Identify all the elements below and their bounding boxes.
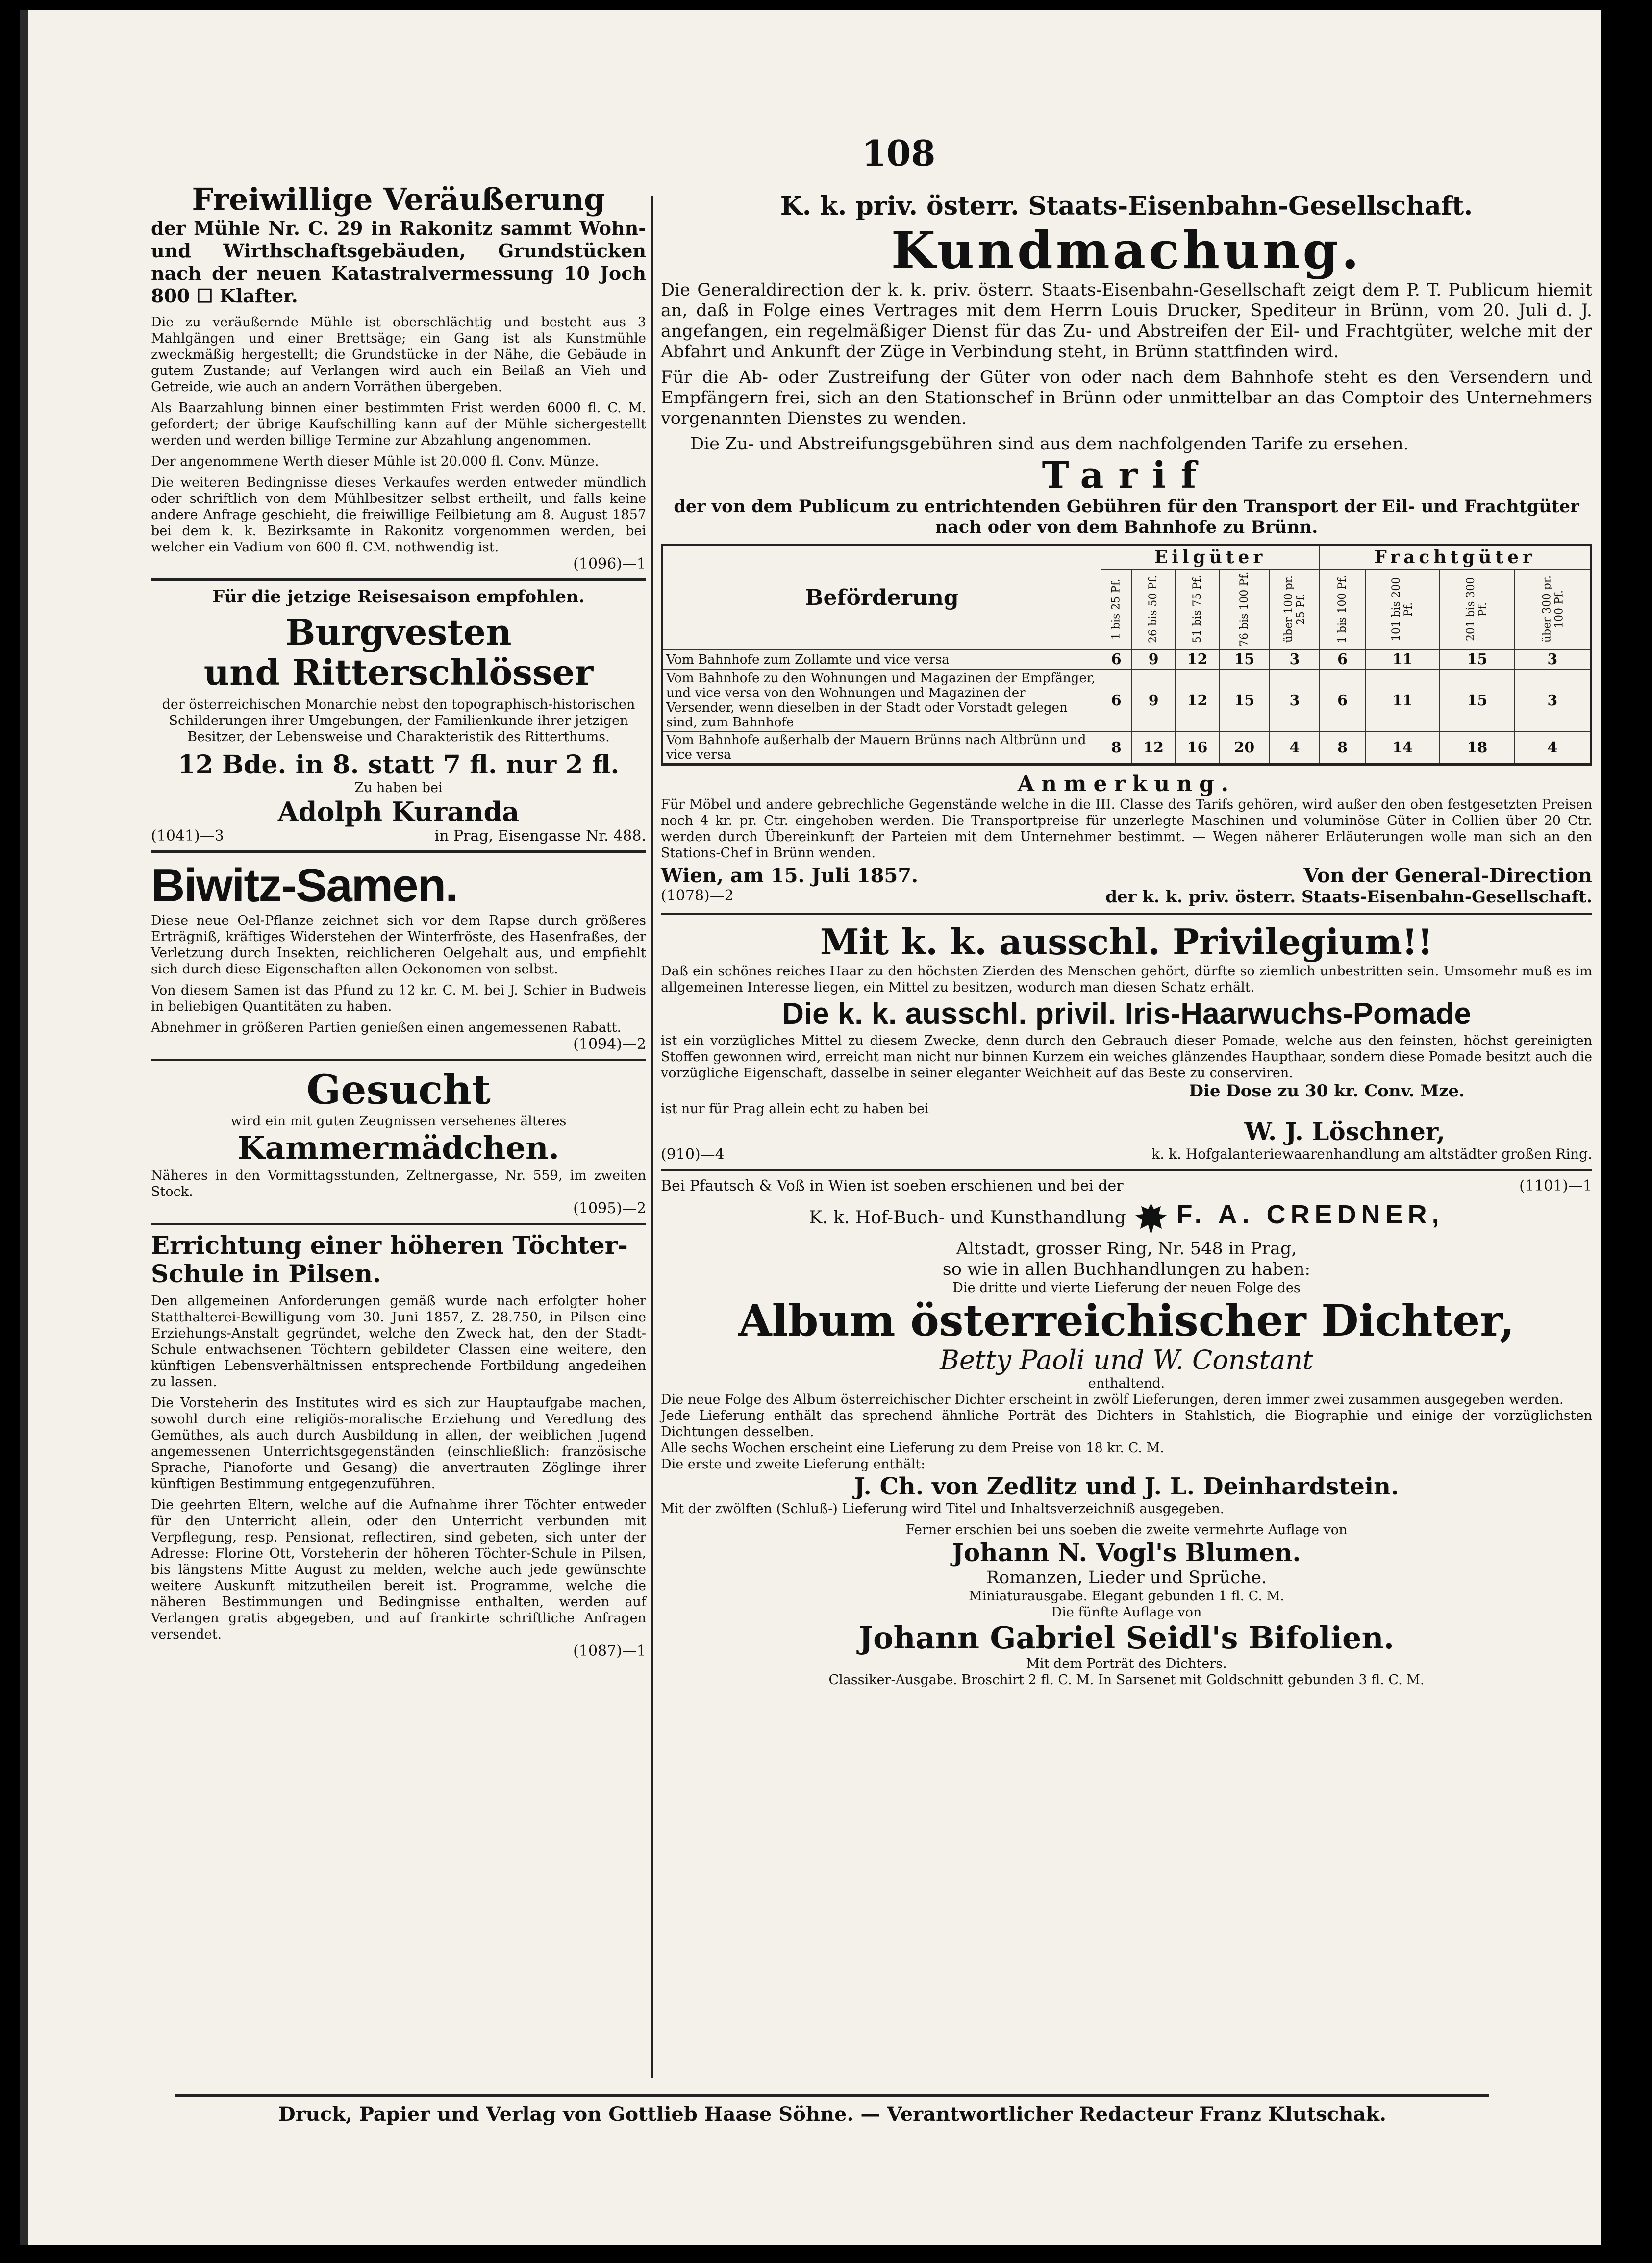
album-p2: Jede Lieferung enthält das sprechend ähnliche Porträt des Dichters in Stahlstich, die Biographie und einige der vorzüglichsten Dichtungen desselben. (661, 1408, 1592, 1440)
double-eagle-icon (1131, 1199, 1171, 1239)
tarif-cell: 12 (1176, 670, 1219, 731)
tarif-head-befoerderung: Beförderung (662, 545, 1101, 650)
ad-muehle-p3: Der angenommene Werth dieser Mühle ist 20.000 fl. Conv. Münze. (151, 454, 599, 469)
tarif-col-fracht-1: 1 bis 100 Pf. (1320, 569, 1365, 649)
ad-credner-addr2: so wie in allen Buchhandlungen zu haben: (942, 1260, 1311, 1279)
ad-biwitz-ref (151, 1036, 646, 1053)
tarif-col-eil-5: über 100 pr. 25 Pf. (1270, 569, 1320, 649)
tarif-row-label: Vom Bahnhofe zu den Wohnungen und Magazinen der Empfänger, und vice versa von den Wohnungen und Magazinen der Versender, wenn dieselben in der Stadt oder Vorstadt gelegen sind, zum Bahnhofe (662, 670, 1101, 731)
ad-iris-price: Die Dose zu 30 kr. Conv. Mze. (1189, 1081, 1465, 1101)
album-p4: Die erste und zweite Lieferung enthält: (661, 1457, 926, 1472)
left-column (151, 137, 646, 1660)
ad-muehle-p4: Die weiteren Bedingnisse dieses Verkaufes werden entweder mündlich oder schriftlich von dem Mühlbesitzer selbst ertheilt, und falls keine andere Anfrage geschieht, die freiwillige Feilbietung am 8. August 1857 bei dem k. k. Bezirksamte in Rakonitz vorgenommen werden, bei welcher ein Vadium von 600 fl. CM. nothwendig ist. (151, 475, 646, 555)
tarif-cell: 12 (1176, 649, 1219, 670)
ad-burgvesten-avail: Zu haben bei (354, 780, 443, 796)
divider (661, 1169, 1592, 1171)
album-p5: Mit der zwölften (Schluß-) Lieferung wird Titel und Inhaltsverzeichniß ausgegeben. (661, 1501, 1225, 1517)
anmerkung-text: Für Möbel und andere gebrechliche Gegenstände welche in die III. Classe des Tarifs gehören, wird außer den oben festgesetzten Preisen noch 4 kr. pr. Ctr. eingehoben werden. Die Transportpreise für unzerlegte Maschinen und voluminöse Güter in Collien über 20 Ctr. werden durch Übereinkunft der Parteien mit dem Unternehmer bestimmt. — Wegen näherer Erläuterungen wolle man sich an den Stations-Chef in Brünn wenden. (661, 797, 1592, 861)
album-p3: Alle sechs Wochen erscheint eine Lieferung zu dem Preise von 18 kr. C. M. (661, 1441, 1164, 1456)
tarif-cell: 16 (1176, 731, 1219, 765)
ref-number: (1078)—2 (661, 887, 734, 904)
tarif-cell: 6 (1320, 649, 1365, 670)
kundmachung-title: Kundmachung. (891, 220, 1362, 280)
ad-credner-line-a: K. k. Hof-Buch- und Kunsthandlung (809, 1208, 1126, 1228)
column-divider (651, 196, 653, 2078)
ad-toechterschule (151, 1231, 646, 1660)
tarif-cell: 14 (1365, 731, 1440, 765)
ad-gesucht-title: Gesucht (306, 1067, 491, 1114)
tarif-col-fracht-3: 201 bis 300 Pf. (1440, 569, 1514, 649)
ad-credner-top: Bei Pfautsch & Voß in Wien ist soeben erschienen und bei der (661, 1177, 1124, 1194)
ad-biwitz-p3: Abnehmer in größeren Partien genießen einen angemessenen Rabatt. (151, 1020, 622, 1035)
kund-signed2: der k. k. priv. österr. Staats-Eisenbahn-Gesellschaft. (1105, 887, 1592, 907)
ad-muehle-title: Freiwillige Veräußerung (192, 181, 605, 217)
ad-burgvesten-kicker: Für die jetzige Reisesaison empfohlen. (212, 587, 585, 607)
ad-gesucht (151, 1067, 646, 1217)
album-subtitle: Betty Paoli und W. Constant (940, 1344, 1313, 1375)
tarif-title: Tarif (1042, 454, 1211, 497)
ref-number: (1096)—1 (573, 555, 646, 572)
anmerkung-title: Anmerkung. (1017, 771, 1236, 796)
tarif-col-eil-4: 76 bis 100 Pf. (1219, 569, 1270, 649)
ad-toechterschule-p1: Den allgemeinen Anforderungen gemäß wurde nach erfolgter hoher Statthalterei-Bewilligung vom 30. Juni 1857, Z. 28.750, in Pilsen eine Erziehungs-Anstalt gegründet, welche den Zweck hat, den der Stadt-Schule entwachsenen Töchtern gebildeter Classen eine weitere, den künftigen Lebensverhältnissen entsprechende Fortbildung angedeihen zu lassen. (151, 1293, 646, 1390)
tarif-head-frachtgueter: Frachtgüter (1320, 545, 1591, 570)
tarif-col-eil-2: 26 bis 50 Pf. (1131, 569, 1175, 649)
tarif-cell: 15 (1219, 670, 1270, 731)
ad-iris-p2: ist ein vorzügliches Mittel zu diesem Zwecke, denn durch den Gebrauch dieser Pomade, welche aus den feinsten, höchst gereinigten Stoffen gewonnen wird, erreicht man nicht nur binnen Kurzem ein weiches glänzendes Haupthaar, sondern diese Pomade besitzt auch die vorzügliche Eigenschaft, dasselbe in seiner eleganter Weichheit auf das Beste zu conserviren. (661, 1033, 1592, 1081)
divider (151, 850, 646, 853)
page-footer (175, 2088, 1489, 2126)
kund-signed1: Von der General-Direction (1303, 864, 1592, 887)
ref-number: (1101)—1 (1519, 1177, 1592, 1194)
ad-gesucht-p1: Näheres in den Vormittagsstunden, Zeltnergasse, Nr. 559, im zweiten Stock. (151, 1168, 646, 1199)
ad-gesucht-title2: Kammermädchen. (238, 1130, 559, 1167)
kund-signature-row (661, 864, 1592, 887)
tarif-cell: 4 (1515, 731, 1591, 765)
newspaper-page (20, 10, 1601, 2245)
ad-muehle-lead: der Mühle Nr. C. 29 in Rakonitz sammt Wohn- und Wirthschaftsgebäuden, Grundstücken nach der neuen Katastralvermessung 10 Joch 800 ☐ Klafter. (151, 217, 646, 307)
tarif-cell: 6 (1101, 670, 1131, 731)
seidl-title: Johann Gabriel Seidl's Bifolien. (858, 1620, 1395, 1656)
ad-muehle-ref (151, 555, 646, 572)
tarif-table (661, 544, 1592, 766)
vogl-price: Miniaturausgabe. Elegant gebunden 1 fl. C. M. (969, 1589, 1284, 1604)
tarif-cell: 8 (1320, 731, 1365, 765)
ad-credner-addr: Altstadt, grosser Ring, Nr. 548 in Prag, (956, 1239, 1297, 1259)
footer-imprint: Druck, Papier und Verlag von Gottlieb Haase Söhne. — Verantwortlicher Redacteur Franz Klutschak. (278, 2103, 1386, 2126)
ad-muehle-p1: Die zu veräußernde Mühle ist oberschlächtig und besteht aus 3 Mahlgängen und einer Brettsäge; ein Gang ist als Kunstmühle zweckmäßig hergestellt; die Grundstücke in der Nähe, die Gebäude in gutem Zustande; auf Verlangen wird auch ein Beilaß an Vieh und Getreide, wie auch an andern Vorräthen übergeben. (151, 315, 646, 395)
ad-biwitz-p1: Diese neue Oel-Pflanze zeichnet sich vor dem Rapse durch größeres Erträgniß, kräftiges Widerstehen der Winterfröste, des Hasenfraßes, der Verletzung durch Insekten, reichlicheren Oelgehalt aus, und empfiehlt sich durch diese Eigenschaften allen Oekonomen von selbst. (151, 913, 646, 977)
ad-gesucht-sub: wird ein mit guten Zeugnissen versehenes älteres (230, 1114, 567, 1129)
ad-biwitz-p2: Von diesem Samen ist das Pfund zu 12 kr. C. M. bei J. Schier in Budweis in beliebigen Quantitäten zu haben. (151, 983, 646, 1014)
tarif-cell: 9 (1131, 670, 1175, 731)
tarif-subtitle: der von dem Publicum zu entrichtenden Gebühren für den Transport der Eil- und Frachtgüter nach oder von dem Bahnhofe zu Brünn. (674, 497, 1579, 537)
tarif-row-label: Vom Bahnhofe zum Zollamte und vice versa (662, 649, 1101, 670)
seidl-price: Classiker-Ausgabe. Broschirt 2 fl. C. M. In Sarsenet mit Goldschnitt gebunden 3 fl. C. M. (828, 1672, 1425, 1688)
ad-iris-seller: W. J. Löschner, (1244, 1117, 1445, 1146)
ref-number: (1041)—3 (151, 827, 224, 845)
ad-toechterschule-p3: Die geehrten Eltern, welche auf die Aufnahme ihrer Töchter entweder für den Unterricht allein, oder den Unterricht verbunden mit Verpflegung, resp. Pensionat, reflectiren, sind gebeten, sich unter der Adresse: Florine Ott, Vorsteherin der höheren Töchter-Schule in Pilsen, bis längstens Mitte August zu melden, welche auch jede gewünschte weitere Auskunft mitzutheilen bereit ist. Programme, welche die näheren Bestimmungen und Bedingnisse enthalten, werden auf Verlangen gratis abgegeben, und auf frankirte schriftliche Anfragen versendet. (151, 1497, 646, 1642)
table-row (662, 670, 1591, 731)
divider (151, 1059, 646, 1061)
ad-credner-intro: Die dritte und vierte Lieferung der neuen Folge des (952, 1280, 1301, 1295)
tarif-cell: 15 (1440, 670, 1514, 731)
tarif-col-eil-1: 1 bis 25 Pf. (1101, 569, 1131, 649)
tarif-cell: 9 (1131, 649, 1175, 670)
ad-burgvesten-title1: Burgvesten (285, 611, 512, 653)
ad-burgvesten (151, 587, 646, 845)
ad-iris (661, 921, 1592, 1163)
ad-credner-firm (661, 1199, 1592, 1239)
ad-burgvesten-seller: Adolph Kuranda (277, 796, 520, 827)
ad-credner (661, 1177, 1592, 1688)
footer-rule (175, 2094, 1489, 2097)
tarif-cell: 8 (1101, 731, 1131, 765)
ad-credner-topline (661, 1177, 1592, 1194)
seidl-intro: Die fünfte Auflage von (1051, 1605, 1202, 1620)
ad-toechterschule-title: Errichtung einer höheren Töchter-Schule in Pilsen. (151, 1231, 628, 1288)
ad-muehle (151, 181, 646, 572)
tarif-col-fracht-4: über 300 pr. 100 Pf. (1515, 569, 1591, 649)
ad-iris-title: Mit k. k. ausschl. Privilegium!! (820, 921, 1433, 963)
ad-toechterschule-p2: Die Vorsteherin des Institutes wird es sich zur Hauptaufgabe machen, sowohl durch eine religiös-moralische Erziehung und Veredlung des Gemüthes, als auch durch Ausbildung in allen, der weiblichen Jugend angemessenen Unterrichtsgegenständen (einschließlich: französische Sprache, Pianoforte und Gesang) die anvertrauten Zöglinge ihrer künftigen Bestimmung entgegenzuführen. (151, 1395, 646, 1492)
tarif-cell: 3 (1515, 649, 1591, 670)
divider (151, 578, 646, 581)
ad-credner-name: F. A. CREDNER, (1176, 1200, 1444, 1229)
tarif-cell: 20 (1219, 731, 1270, 765)
ref-number: (1087)—1 (573, 1642, 646, 1660)
ad-iris-p1: Daß ein schönes reiches Haar zu den höchsten Zierden des Menschen gehört, dürfte so ziemlich unbestritten sein. Umsomehr muß es im allgemeinen Interesse liegen, ein Mittel zu besitzen, wodurch man diesen Schatz erhält. (661, 964, 1592, 995)
tarif-cell: 3 (1270, 670, 1320, 731)
kundmachung-p1: Die Generaldirection der k. k. priv. österr. Staats-Eisenbahn-Gesellschaft zeigt dem P. T. Publicum hiemit an, daß in Folge eines Vertrages mit dem Herrn Louis Drucker, Spediteur in Brünn, vom 20. Juli d. J. angefangen, ein regelmäßiger Dienst für das Zu- und Abstreifen der Eil- und Frachtgüter, welche mit der Abfahrt und Ankunft der Züge in Verbindung steht, in Brünn stattfinden wird. (661, 280, 1592, 362)
tarif-cell: 18 (1440, 731, 1514, 765)
album-title: Album österreichischer Dichter, (738, 1295, 1515, 1346)
tarif-col-fracht-2: 101 bis 200 Pf. (1365, 569, 1440, 649)
ad-burgvesten-title2: und Ritterschlösser (203, 651, 594, 693)
divider (661, 913, 1592, 915)
album-enthaltend: enthaltend. (1088, 1376, 1165, 1391)
ref-number: (1094)—2 (573, 1036, 646, 1053)
page-number: 108 (862, 132, 936, 174)
ad-burgvesten-price: 12 Bde. in 8. statt 7 fl. nur 2 fl. (177, 750, 620, 780)
ad-gesucht-ref (151, 1200, 646, 1217)
tarif-cell: 3 (1515, 670, 1591, 731)
ad-iris-seller2: k. k. Hofgalanteriewaarenhandlung am altstädter großen Ring. (1151, 1146, 1592, 1162)
tarif-cell: 6 (1101, 649, 1131, 670)
tarif-cell: 11 (1365, 649, 1440, 670)
tarif-cell: 3 (1270, 649, 1320, 670)
right-column (661, 191, 1592, 1688)
tarif-cell: 11 (1365, 670, 1440, 731)
tarif-cell: 15 (1219, 649, 1270, 670)
ad-toechterschule-ref (151, 1642, 646, 1660)
vogl-sub: Romanzen, Lieder und Sprüche. (986, 1568, 1267, 1588)
album-names: J. Ch. von Zedlitz und J. L. Deinhardstein. (854, 1473, 1399, 1500)
tarif-cell: 4 (1270, 731, 1320, 765)
tarif-row-label: Vom Bahnhofe außerhalb der Mauern Brünns nach Altbrünn und vice versa (662, 731, 1101, 765)
tarif-cell: 6 (1320, 670, 1365, 731)
ad-iris-head: Die k. k. ausschl. privil. Iris-Haarwuchs-Pomade (782, 997, 1471, 1031)
ad-burgvesten-desc: der österreichischen Monarchie nebst den topographisch-historischen Schilderungen ihrer Umgebungen, der Familienkunde ihrer jetzigen Besitzer, der Lebensweise und Charakteristik des Ritterthums. (162, 697, 635, 745)
ref-number: (1095)—2 (573, 1200, 646, 1217)
table-row (662, 649, 1591, 670)
ad-burgvesten-address: in Prag, Eisengasse Nr. 488. (434, 827, 646, 845)
ad-iris-footer (661, 1146, 1592, 1163)
tarif-header-row (662, 545, 1591, 570)
seidl-sub: Mit dem Porträt des Dichters. (1026, 1656, 1227, 1671)
vogl-title: Johann N. Vogl's Blumen. (952, 1538, 1301, 1567)
ad-biwitz (151, 859, 646, 1053)
kund-date: Wien, am 15. Juli 1857. (661, 864, 919, 887)
kund-footer (661, 887, 1592, 907)
ad-burgvesten-footer (151, 827, 646, 845)
album-p1: Die neue Folge des Album österreichischer Dichter erscheint in zwölf Lieferungen, deren immer zwei zusammen ausgegeben werden. (661, 1392, 1564, 1407)
ref-number: (910)—4 (661, 1146, 725, 1163)
railway-header: K. k. priv. österr. Staats-Eisenbahn-Gesellschaft. (780, 191, 1473, 221)
kundmachung-p3: Die Zu- und Abstreifungsgebühren sind aus dem nachfolgenden Tarife zu ersehen. (690, 434, 1409, 454)
ad-iris-p3: ist nur für Prag allein echt zu haben bei (661, 1101, 929, 1117)
tarif-head-eilgueter: Eilgüter (1101, 545, 1320, 570)
divider (151, 1223, 646, 1225)
kundmachung-p2: Für die Ab- oder Zustreifung der Güter von oder nach dem Bahnhofe steht es den Versendern und Empfängern frei, sich an den Stationschef in Brünn oder unmittelbar an das Comptoir des Unternehmers vorgenannten Dienstes zu wenden. (661, 368, 1592, 428)
table-row (662, 731, 1591, 765)
tarif-col-eil-3: 51 bis 75 Pf. (1176, 569, 1219, 649)
vogl-intro: Ferner erschien bei uns soeben die zweite vermehrte Auflage von (905, 1522, 1348, 1538)
tarif-cell: 15 (1440, 649, 1514, 670)
tarif-cell: 12 (1131, 731, 1175, 765)
ad-muehle-p2: Als Baarzahlung binnen einer bestimmten Frist werden 6000 fl. C. M. gefordert; der übrige Kaufschilling kann auf der Mühle sichergestellt werden und werden billige Termine zur Abzahlung angenommen. (151, 400, 646, 448)
ad-biwitz-title: Biwitz-Samen. (151, 859, 457, 912)
